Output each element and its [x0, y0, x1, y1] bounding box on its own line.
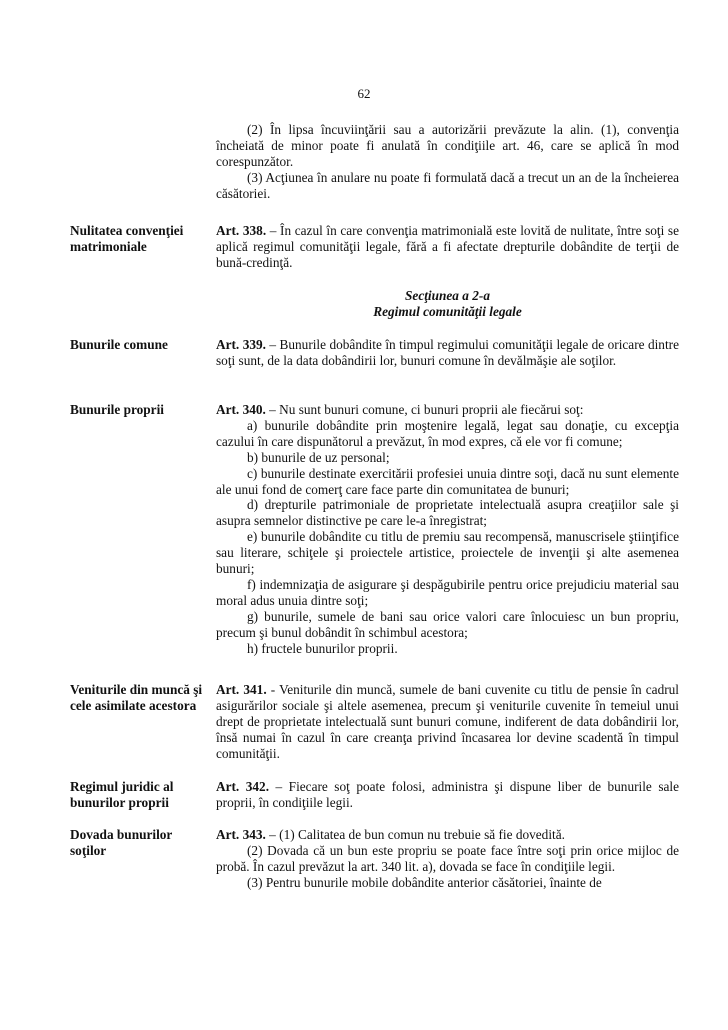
side-heading-art343: Dovada bunurilor soţilor [70, 827, 173, 858]
intro-paragraph-2: (2) În lipsa încuviinţării sau a autorizării prevăzute la alin. (1), convenţia încheiată de minor poate fi anulată în condiţiile art. 46, care se aplică în mod corespunzător. [216, 122, 679, 169]
list-item-d: d) drepturile patrimoniale de proprietate intelectuală asupra creaţiilor sale şi asupra semnelor distinctive pe care le-a înregistrat; [216, 497, 679, 529]
article-340 [216, 402, 679, 657]
section-title: Regimul comunităţii legale [373, 303, 522, 319]
article-343 [216, 827, 679, 891]
list-item-h: h) fructele bunurilor proprii. [247, 640, 398, 656]
article-number: Art. 339. [216, 337, 266, 352]
paragraph-2: (2) Dovada că un bun este propriu se poate face între soţi prin orice mijloc de probă. În cazul prevăzut la art. 340 lit. a), dovada se face în condiţiile legii. [216, 842, 679, 874]
side-heading-art338: Nulitatea convenţiei matrimoniale [70, 223, 184, 254]
section-number: Secţiunea a 2-a [405, 288, 490, 303]
article-text: - Veniturile din muncă, sumele de bani cuvenite cu titlu de pensie în cadrul asigurărilor sociale şi altele asemenea, precum şi veniturile cuvenite în temeiul unui drept de proprietate intelectuală sunt bunuri comune, indiferent de data dobândirii lor, însă numai în cazul în care creanţa privind încasarea lor devine scadentă în timpul comunităţii. [216, 682, 679, 761]
paragraph-3: (3) Pentru bunurile mobile dobândite anterior căsătoriei, înainte de [247, 874, 602, 890]
article-341 [216, 682, 679, 762]
article-338 [216, 223, 679, 271]
side-heading-art339: Bunurile comune [70, 337, 168, 352]
article-number: Art. 342. [216, 779, 270, 794]
article-number: Art. 340. [216, 402, 266, 417]
article-text: – Nu sunt bunuri comune, ci bunuri proprii ale fiecărui soţ: [265, 402, 584, 417]
article-text: – Bunurile dobândite în timpul regimului comunităţii legale de oricare dintre soţi sunt, de la data dobândirii lor, bunuri comune în devălmăşie ale soţilor. [216, 337, 679, 368]
section-heading [216, 288, 679, 320]
article-339 [216, 337, 679, 369]
side-heading-art342: Regimul juridic al bunurilor proprii [70, 779, 174, 810]
side-heading-art340: Bunurile proprii [70, 402, 164, 417]
list-item-f: f) indemnizaţia de asigurare şi despăgubirile pentru orice prejudiciu material sau moral adus unuia dintre soţi; [216, 576, 679, 608]
page-number: 62 [357, 86, 371, 101]
intro-paragraph-3: (3) Acţiunea în anulare nu poate fi formulată dacă a trecut un an de la încheierea căsătoriei. [216, 169, 679, 201]
article-text: – În cazul în care convenţia matrimonială este lovită de nulitate, între soţi se aplică regimul comunităţii legale, fără a fi afectate drepturile dobândite de terţii de bună-credinţă. [216, 223, 679, 270]
list-item-a: a) bunurile dobândite prin moştenire legală, legat sau donaţie, cu excepţia cazului în care dispunătorul a prevăzut, în mod expres, că ele vor fi comune; [216, 417, 679, 449]
list-item-g: g) bunurile, sumele de bani sau orice valori care înlocuiesc un bun propriu, precum şi bunul dobândit în schimbul acestora; [216, 608, 679, 640]
article-number: Art. 338. [216, 223, 267, 238]
intro-block [216, 122, 679, 202]
article-text: – (1) Calitatea de bun comun nu trebuie să fie dovedită. [265, 827, 565, 842]
article-342 [216, 779, 679, 811]
side-heading-art341: Veniturile din muncă şi cele asimilate acestora [70, 682, 203, 713]
list-item-c: c) bunurile destinate exercitării profesiei unuia dintre soţi, dacă nu sunt elemente ale unui fond de comerţ care face parte din comunitatea de bunuri; [216, 465, 679, 497]
article-text: – Fiecare soţ poate folosi, administra şi dispune liber de bunurile sale proprii, în condiţiile legii. [216, 779, 679, 810]
article-number: Art. 343. [216, 827, 266, 842]
article-number: Art. 341. [216, 682, 267, 697]
list-item-b: b) bunurile de uz personal; [247, 449, 390, 465]
list-item-e: e) bunurile dobândite cu titlu de premiu sau recompensă, manuscrisele ştiinţifice sau literare, schiţele şi proiectele artistice, proiectele de invenţii şi alte asemenea bunuri; [216, 529, 679, 577]
